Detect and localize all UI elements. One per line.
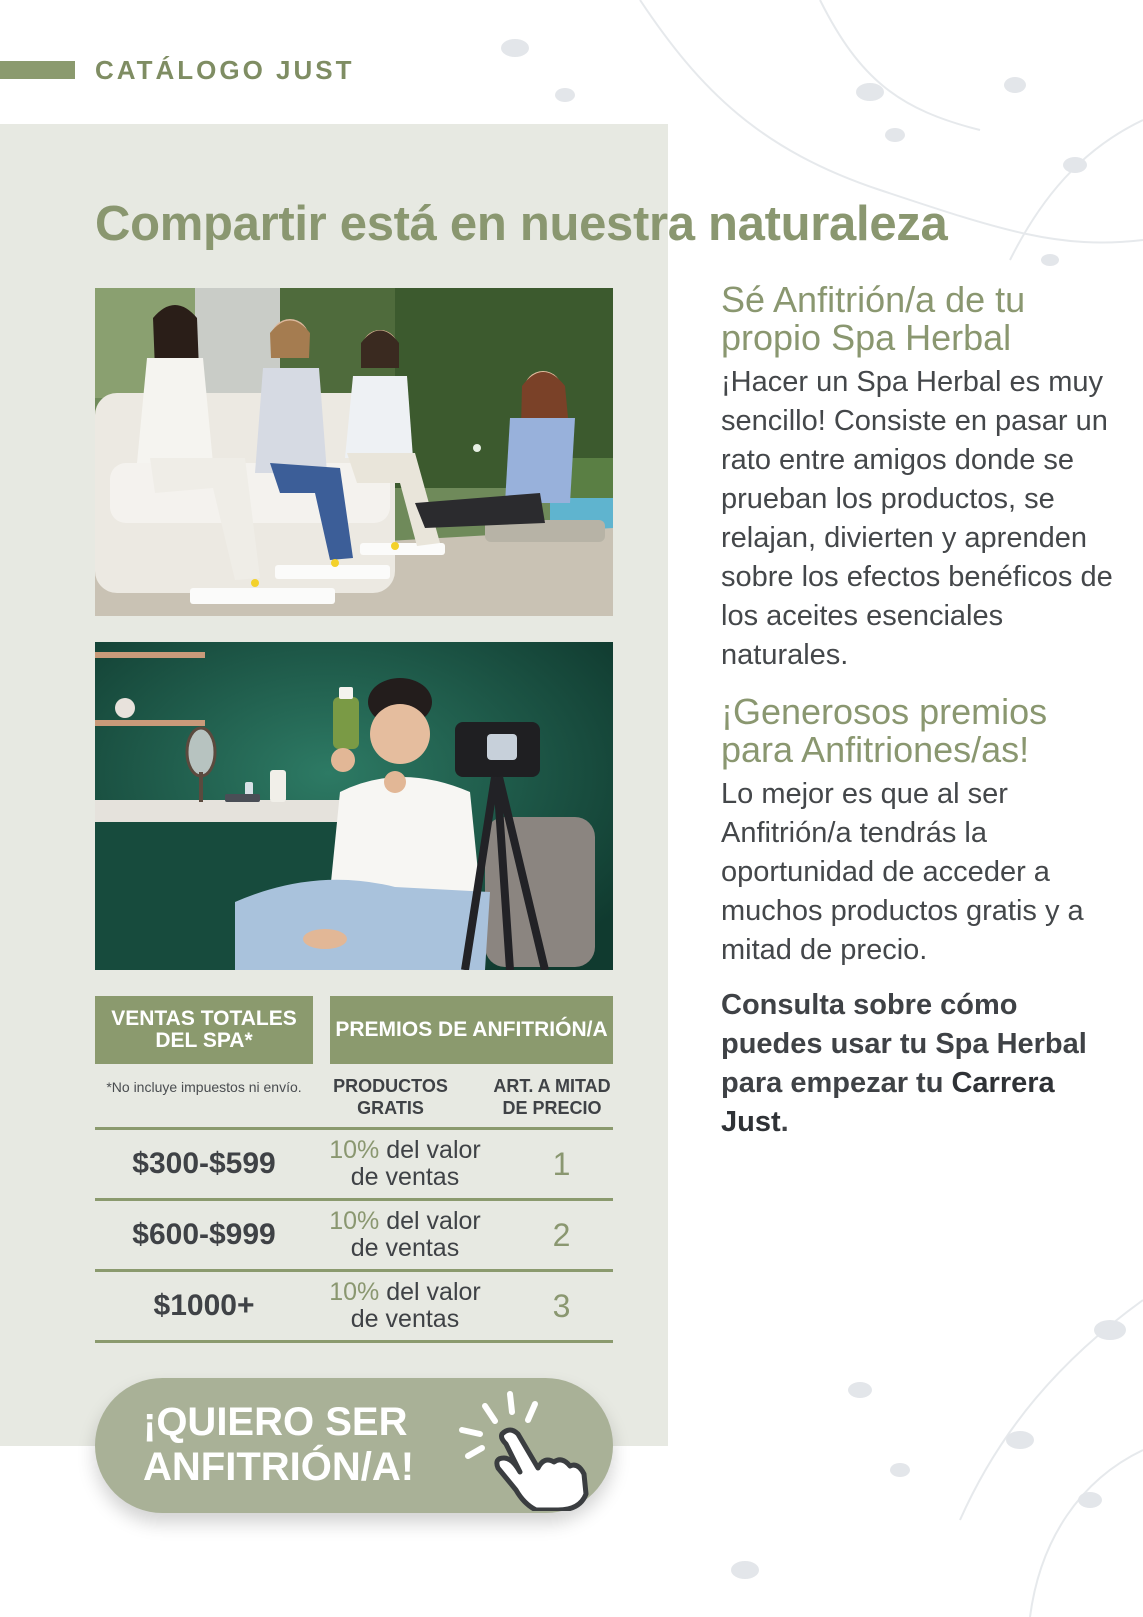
free-products-value <box>305 1272 505 1340</box>
career-link-text: Carrera Just <box>721 1067 1055 1138</box>
career-cta-text: Consulta sobre cómo puedes usar tu Spa Herbal para empezar tu <box>721 989 1087 1099</box>
cta-line-1: ¡QUIERO SER <box>143 1400 408 1444</box>
percent-value: 10% <box>329 1207 380 1235</box>
half-price-count: 1 <box>552 1145 571 1182</box>
table-row <box>95 1272 613 1340</box>
free-products-text: del valor <box>379 1136 481 1164</box>
free-products-text: del valor <box>379 1278 481 1306</box>
table-rule <box>95 1340 613 1343</box>
free-products-text-line2: de ventas <box>350 1305 460 1333</box>
section-text-host-prizes: Lo mejor es que al ser Anfitrión/a tendrás la oportunidad de acceder a muchos productos gratis y a mitad de precio. <box>721 778 1084 966</box>
section-heading-spa-host: Sé Anfitrión/a de tu propio Spa Herbal <box>721 279 1026 358</box>
table-subheader-free-products: PRODUCTOS GRATIS <box>333 1076 448 1118</box>
photo-herbal-spa-friends <box>95 288 613 616</box>
table-header-prizes: PREMIOS DE ANFITRIÓN/A <box>330 996 613 1064</box>
table-row <box>95 1201 613 1269</box>
half-price-count: 3 <box>552 1287 571 1324</box>
career-cta-period: . <box>780 1106 789 1138</box>
career-call-to-action <box>721 986 1121 1142</box>
table-header-sales: VENTAS TOTALES DEL SPA* <box>95 996 313 1064</box>
percent-value: 10% <box>329 1136 380 1164</box>
table-row <box>95 1130 613 1198</box>
table-note: *No incluye impuestos ni envío. <box>106 1079 302 1095</box>
free-products-text-line2: de ventas <box>350 1163 460 1191</box>
free-products-text-line2: de ventas <box>350 1234 460 1262</box>
pointing-hand-click-icon <box>440 1386 590 1511</box>
percent-value: 10% <box>329 1278 380 1306</box>
free-products-value <box>305 1201 505 1269</box>
section-heading-host-prizes: ¡Generosos premios para Anfitriones/as! <box>721 691 1048 770</box>
section-text-spa-description: ¡Hacer un Spa Herbal es muy sencillo! Consiste en pasar un rato entre amigos donde se prueban los productos, se relajan, divierten y aprenden sobre los efectos benéficos de los aceites esenciales naturales. <box>721 366 1113 671</box>
half-price-count: 2 <box>552 1216 571 1253</box>
catalog-label: CATÁLOGO JUST <box>95 55 355 85</box>
header-accent-bar <box>0 61 75 79</box>
cta-line-2: ANFITRIÓN/A! <box>143 1445 415 1489</box>
page-title: Compartir está en nuestra naturaleza <box>95 197 948 251</box>
become-host-button-label <box>143 1400 414 1490</box>
right-column <box>721 281 1121 1171</box>
table-subheader-half-price: ART. A MITAD DE PRECIO <box>493 1076 611 1118</box>
photo-host-recording-video <box>95 642 613 970</box>
become-host-button[interactable] <box>95 1378 613 1513</box>
sales-range: $1000+ <box>153 1289 255 1322</box>
sales-range: $300-$599 <box>132 1147 276 1180</box>
free-products-value <box>305 1130 505 1198</box>
sales-range: $600-$999 <box>132 1218 276 1251</box>
free-products-text: del valor <box>379 1207 481 1235</box>
